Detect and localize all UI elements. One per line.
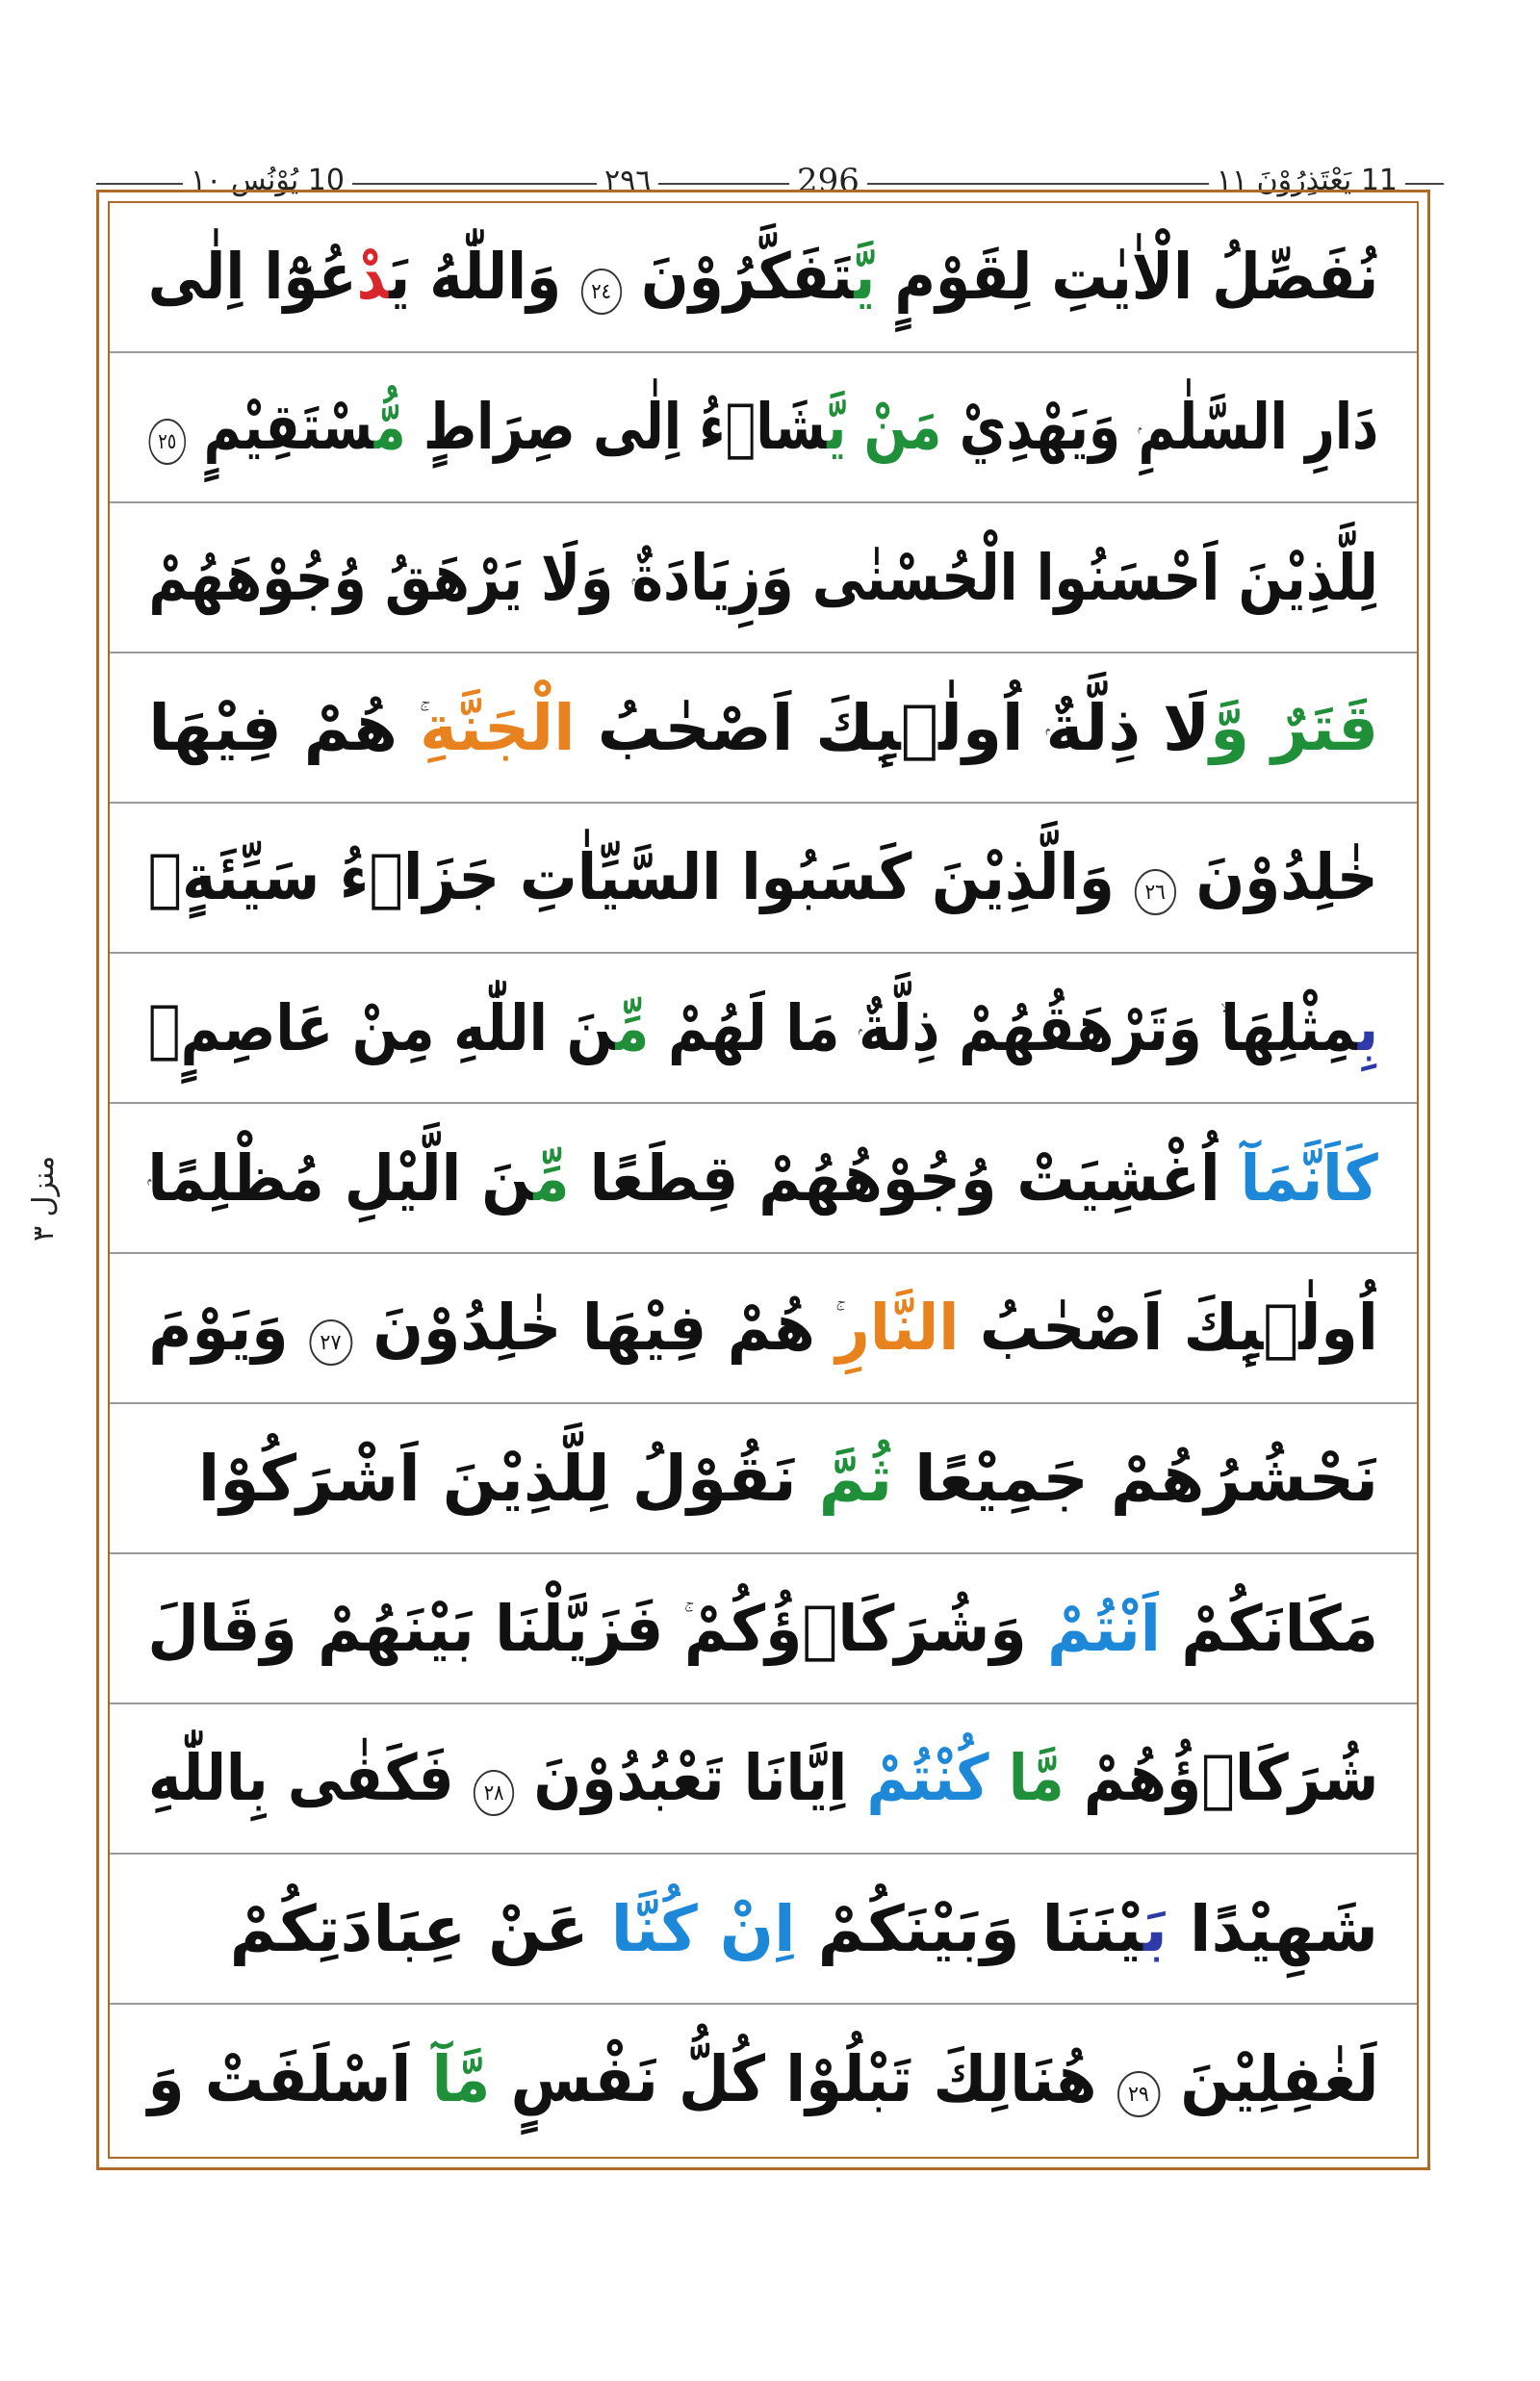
text-line-9 bbox=[110, 1404, 1417, 1554]
line-content bbox=[230, 1892, 1378, 1966]
ayah-end-marker: ٢٩ bbox=[1116, 2071, 1159, 2117]
text-segment: اُغْشِيَتْ وُجُوْهُهُمْ قِطَعًا bbox=[569, 1140, 1241, 1216]
text-segment: نَ اللّٰهِ مِنْ عَاصِمٍ bbox=[147, 990, 616, 1065]
text-segment: دَارِ السَّلٰمِ bbox=[1138, 389, 1378, 464]
tajweed-segment: ثُمَّ bbox=[818, 1441, 893, 1516]
surah-name: 10 يُوْنُس ١٠ bbox=[183, 164, 352, 197]
line-content bbox=[147, 2042, 1378, 2118]
text-segment: وَالَّذِيْنَ كَسَبُوا السَّيِّاٰتِ جَزَاۗءُ سَيِّئَةٍ bbox=[147, 839, 1135, 914]
text-segment: هُمْ فِيْهَا bbox=[148, 690, 420, 765]
text-segment: مَكَانَكُمْ bbox=[1161, 1591, 1378, 1666]
text-segment: عَنْ عِبَادَتِكُمْ bbox=[229, 1891, 611, 1966]
text-segment: اُولٰۗىِٕكَ اَصْحٰبُ bbox=[575, 690, 1046, 765]
ayah-end-marker: ٢٦ bbox=[1135, 869, 1176, 915]
ayah-end-marker: ٢٤ bbox=[580, 269, 621, 315]
text-line-4 bbox=[110, 653, 1417, 804]
text-line-10 bbox=[110, 1554, 1417, 1704]
text-segment: مِثْلِهَا bbox=[1220, 990, 1358, 1065]
manzil-label: منزل ٣ bbox=[27, 1155, 61, 1242]
text-segment: اَسْلَفَتْ وَ bbox=[147, 2041, 432, 2116]
text-segment: شَهِيْدًا bbox=[1189, 1891, 1378, 1966]
tajweed-segment: كُنْتُمْ bbox=[866, 1740, 989, 1815]
text-line-11 bbox=[110, 1704, 1417, 1855]
text-segment: لَغٰفِلِيْنَ bbox=[1159, 2041, 1378, 2116]
text-segment: مَا لَهُمْ bbox=[649, 990, 860, 1065]
text-segment: وَتَرْهَقُهُمْ ذِلَّةٌ bbox=[859, 990, 1221, 1065]
text-segment: لِلَّذِيْنَ اَحْسَنُوا الْحُسْنٰى وَزِيَادَةٌ bbox=[631, 540, 1378, 615]
text-line-13 bbox=[110, 2005, 1417, 2155]
page-number: 296 bbox=[789, 162, 867, 200]
text-segment: نَ الَّيْلِ مُظْلِمًا bbox=[147, 1140, 534, 1216]
text-segment: وَشُرَكَاۗؤُكُمْ bbox=[683, 1591, 1048, 1666]
tajweed-segment: مَنْ يَّ bbox=[826, 389, 941, 464]
tajweed-segment: مِّ bbox=[533, 1140, 570, 1216]
text-segment: اُولٰۗىِٕكَ اَصْحٰبُ bbox=[959, 1290, 1378, 1365]
line-content bbox=[148, 240, 1378, 316]
tajweed-segment: قَتَرٌ وَّ bbox=[1209, 690, 1378, 765]
tajweed-segment: مُّ bbox=[373, 389, 406, 464]
tajweed-segment: مَّآ bbox=[431, 2041, 490, 2116]
text-segment: نَقُوْلُ لِلَّذِيْنَ اَشْرَكُوْا bbox=[197, 1441, 819, 1516]
text-segment: وَيَهْدِيْ bbox=[940, 389, 1139, 464]
page-number-arabic: ٢٩٦ bbox=[597, 164, 658, 197]
tajweed-segment: مِّ bbox=[615, 990, 650, 1065]
text-segment: نُفَصِّلُ الْاٰيٰتِ لِقَوْمٍ bbox=[875, 239, 1378, 314]
text-line-2 bbox=[110, 353, 1417, 503]
line-content bbox=[198, 1442, 1378, 1516]
text-segment: هُنَالِكَ تَبْلُوْا كُلُّ نَفْسٍ bbox=[489, 2041, 1117, 2116]
juz-name: 11 يَعْتَذِرُوْنَ ١١ bbox=[1209, 164, 1405, 197]
tajweed-segment: يَّ bbox=[854, 239, 876, 314]
text-line-6 bbox=[110, 954, 1417, 1104]
text-segment: فَكَفٰى بِاللّٰهِ bbox=[147, 1740, 474, 1815]
text-lines bbox=[110, 203, 1417, 2157]
tajweed-segment: اِنْ كُنَّا bbox=[610, 1891, 796, 1966]
line-content bbox=[148, 840, 1378, 916]
text-segment: خٰلِدُوْنَ bbox=[1176, 839, 1378, 914]
text-line-3 bbox=[110, 503, 1417, 653]
text-segment: لَا ذِلَّةٌ bbox=[1045, 690, 1210, 765]
tajweed-segment: اَنْتُمْ bbox=[1047, 1591, 1162, 1666]
tajweed-segment: بِ bbox=[1357, 990, 1378, 1065]
line-content bbox=[148, 1291, 1378, 1367]
tajweed-segment: النَّارِ bbox=[835, 1290, 960, 1365]
text-segment bbox=[988, 1741, 1008, 1815]
text-segment: نَحْشُرُهُمْ جَمِيْعًا bbox=[892, 1441, 1378, 1516]
text-line-12 bbox=[110, 1855, 1417, 2005]
line-content bbox=[147, 1592, 1378, 1666]
text-segment: تَفَكَّرُوْنَ bbox=[621, 239, 855, 314]
line-content bbox=[148, 1141, 1378, 1216]
text-segment: شَاۗءُ اِلٰى صِرَاطٍ bbox=[405, 389, 827, 464]
ayah-end-marker: ٢٧ bbox=[309, 1319, 352, 1366]
tajweed-segment: كَاَنَّمَآ bbox=[1240, 1140, 1378, 1216]
text-segment: عُوْٓا اِلٰى bbox=[147, 239, 357, 314]
text-segment: وَلَا يَرْهَقُ وُجُوْهَهُمْ bbox=[148, 540, 632, 615]
tajweed-segment: بَ bbox=[1143, 1891, 1190, 1966]
line-content bbox=[149, 541, 1378, 615]
ayah-end-marker: ٢٨ bbox=[474, 1770, 514, 1816]
text-segment: وَاللّٰهُ يَ bbox=[389, 239, 581, 314]
line-content bbox=[148, 691, 1378, 765]
text-segment: شُرَكَاۗؤُهُمْ bbox=[1064, 1740, 1378, 1815]
line-content bbox=[148, 991, 1378, 1065]
tajweed-segment: دْ bbox=[356, 239, 390, 314]
text-line-8 bbox=[110, 1254, 1417, 1404]
text-line-7 bbox=[110, 1104, 1417, 1254]
tajweed-segment: الْجَنَّةِ bbox=[419, 690, 576, 765]
text-line-1 bbox=[110, 203, 1417, 353]
text-segment: اِيَّانَا تَعْبُدُوْنَ bbox=[514, 1740, 867, 1815]
text-segment: سْتَقِيْمٍ bbox=[185, 389, 374, 464]
text-segment: هُمْ فِيْهَا خٰلِدُوْنَ bbox=[352, 1290, 836, 1365]
ayah-end-marker: ٢٥ bbox=[148, 419, 186, 465]
line-content bbox=[148, 390, 1378, 466]
tajweed-segment: مَّا bbox=[1008, 1740, 1065, 1815]
text-segment: فَزَيَّلْنَا بَيْنَهُمْ وَقَالَ bbox=[147, 1591, 684, 1666]
text-line-5 bbox=[110, 804, 1417, 954]
text-segment: وَيَوْمَ bbox=[148, 1290, 310, 1365]
line-content bbox=[148, 1741, 1378, 1817]
text-segment: يْنَنَا وَبَيْنَكُمْ bbox=[795, 1891, 1144, 1966]
